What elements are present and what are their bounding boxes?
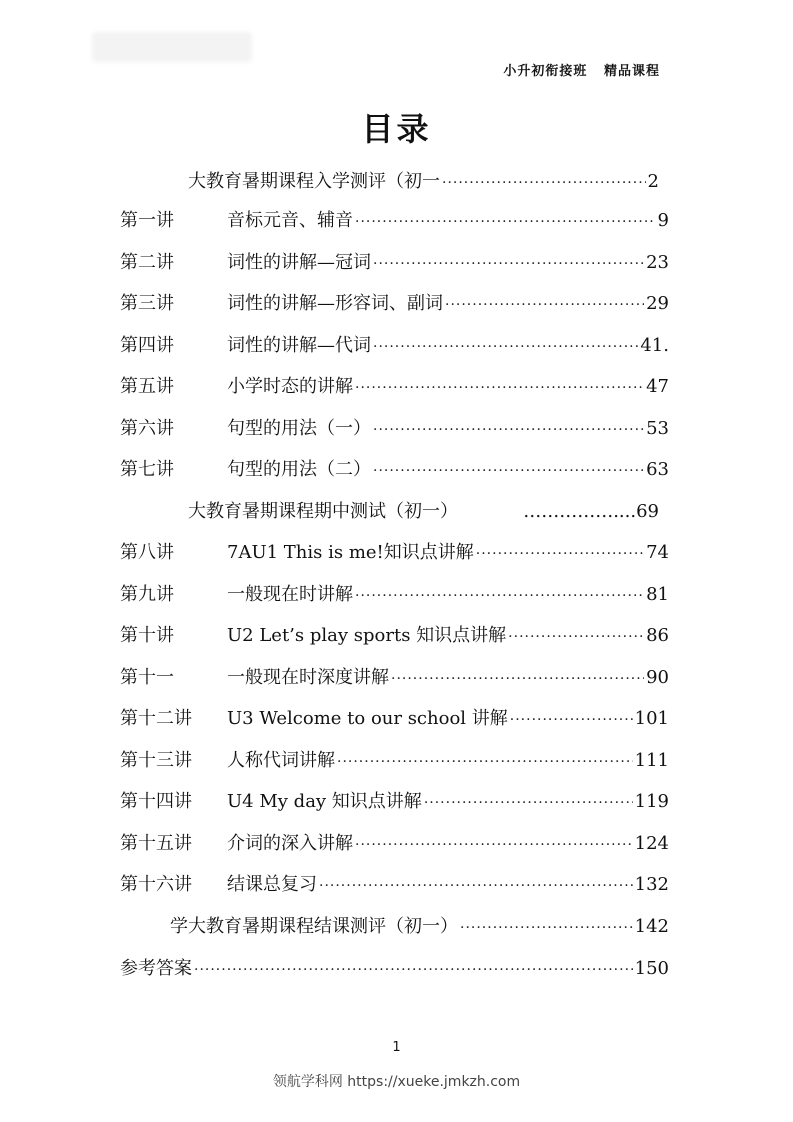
toc-page-number: 86 <box>646 625 669 646</box>
toc-leader-dots <box>355 374 644 402</box>
toc-lecture-label: 第十五讲 <box>120 833 192 854</box>
header-note: 小升初衔接班 精品课程 <box>503 64 660 79</box>
toc-item-title: 词性的讲解—冠词 <box>227 252 371 273</box>
toc-leader-dots <box>510 706 633 734</box>
toc-lecture-label: 第十二讲 <box>120 708 192 729</box>
toc-page-number: 23 <box>646 252 669 273</box>
toc-row[interactable] <box>120 955 669 983</box>
toc-row[interactable] <box>120 664 669 692</box>
toc-leader-dots <box>373 250 644 278</box>
toc-page-number: 63 <box>646 459 669 480</box>
toc-lecture-label: 第十三讲 <box>120 750 192 771</box>
toc-row[interactable] <box>120 581 669 609</box>
toc-row[interactable] <box>120 788 669 816</box>
toc-item-title: 句型的用法（一） <box>227 418 371 439</box>
toc-row[interactable] <box>120 373 669 401</box>
toc-lecture-label: 第七讲 <box>120 459 174 480</box>
toc-item-title: 学大教育暑期课程结课测评（初一） <box>170 916 458 937</box>
toc-lecture-label: 第五讲 <box>120 376 174 397</box>
toc-row[interactable] <box>188 498 659 526</box>
toc-item-title: U2 Let’s play sports 知识点讲解 <box>227 625 507 646</box>
toc-leader-dots <box>355 582 644 610</box>
footer-website: 领航学科网 https://xueke.jmkzh.com <box>272 1074 521 1090</box>
toc-leader-dots <box>373 416 644 444</box>
toc-leader-dots <box>508 623 644 651</box>
toc-leader-dots <box>460 914 633 942</box>
toc-leader-dots <box>355 831 633 859</box>
toc-lecture-label: 第四讲 <box>120 335 174 356</box>
toc-leader-dots <box>442 169 646 197</box>
toc-page-number: ……………....69 <box>523 501 659 522</box>
toc-row[interactable] <box>120 207 669 235</box>
toc-leader-dots <box>355 208 656 236</box>
toc-row[interactable] <box>120 332 669 360</box>
toc-page-number: 41. <box>640 335 669 356</box>
toc-lecture-label: 第一讲 <box>120 210 174 231</box>
toc-row[interactable] <box>120 830 669 858</box>
toc-leader-dots <box>373 457 644 485</box>
toc-item-title: 一般现在时深度讲解 <box>227 667 389 688</box>
toc-row[interactable] <box>120 871 669 899</box>
toc-leader-dots <box>391 665 644 693</box>
toc-item-title: 大教育暑期课程期中测试（初一） <box>188 501 458 522</box>
toc-page-number: 53 <box>646 418 669 439</box>
toc-row[interactable] <box>120 539 669 567</box>
toc-row[interactable] <box>120 290 669 318</box>
toc-item-title: 结课总复习 <box>227 874 317 895</box>
toc-page-number: 150 <box>634 958 669 979</box>
toc-item-title: 大教育暑期课程入学测评（初一 <box>188 171 440 192</box>
toc-leader-dots <box>476 540 644 568</box>
toc-item-title: U4 My day 知识点讲解 <box>227 791 422 812</box>
toc-row[interactable] <box>188 168 659 196</box>
toc-row[interactable] <box>120 622 669 650</box>
toc-item-title: 小学时态的讲解 <box>227 376 353 397</box>
toc-page-number: 29 <box>646 293 669 314</box>
toc-lecture-label: 第十六讲 <box>120 874 192 895</box>
toc-row[interactable] <box>120 705 669 733</box>
toc-leader-dots <box>194 956 633 984</box>
toc-row[interactable] <box>120 456 669 484</box>
toc-row[interactable] <box>120 415 669 443</box>
toc-leader-dots <box>319 872 633 900</box>
toc-page-number: 2 <box>647 171 659 192</box>
toc-item-title: 词性的讲解—代词 <box>227 335 371 356</box>
toc-item-title: 介词的深入讲解 <box>227 833 353 854</box>
toc-lecture-label: 第十四讲 <box>120 791 192 812</box>
toc-lecture-label: 第六讲 <box>120 418 174 439</box>
toc-page-number: 90 <box>646 667 669 688</box>
toc-page-number: 119 <box>634 791 669 812</box>
toc-page-number: 111 <box>634 750 669 771</box>
toc-lecture-label: 第八讲 <box>120 542 174 563</box>
toc-leader-dots <box>424 789 633 817</box>
toc-item-title: 句型的用法（二） <box>227 459 371 480</box>
toc-lecture-label: 第三讲 <box>120 293 174 314</box>
toc-lecture-label: 第九讲 <box>120 584 174 605</box>
toc-item-title: 参考答案 <box>120 958 192 979</box>
toc-page-number: 74 <box>646 542 669 563</box>
toc-page-number: 124 <box>634 833 669 854</box>
toc-lecture-label: 第二讲 <box>120 252 174 273</box>
toc-item-title: 音标元音、辅音 <box>227 210 353 231</box>
toc-item-title: 一般现在时讲解 <box>227 584 353 605</box>
toc-item-title: 词性的讲解—形容词、副词 <box>227 293 443 314</box>
footer-page-number: 1 <box>392 1040 401 1055</box>
toc-item-title: U3 Welcome to our school 讲解 <box>227 708 508 729</box>
toc-page-number: 47 <box>646 376 669 397</box>
toc-item-title: 人称代词讲解 <box>227 750 335 771</box>
toc-lecture-label: 第十讲 <box>120 625 174 646</box>
toc-page-number: 9 <box>657 210 669 231</box>
toc-row[interactable] <box>170 913 669 941</box>
toc-page-number: 101 <box>634 708 669 729</box>
toc-row[interactable] <box>120 249 669 277</box>
toc-page-number: 81 <box>646 584 669 605</box>
toc-item-title: 7AU1 This is me!知识点讲解 <box>227 542 474 563</box>
toc-page-number: 132 <box>634 874 669 895</box>
toc-page-number: 142 <box>634 916 669 937</box>
toc-row[interactable] <box>120 747 669 775</box>
toc-lecture-label: 第十一 <box>120 667 174 688</box>
toc-leader-dots <box>445 291 644 319</box>
toc-leader-dots <box>373 333 638 361</box>
toc-leader-dots <box>337 748 633 776</box>
page-title: 目录 <box>361 110 432 148</box>
